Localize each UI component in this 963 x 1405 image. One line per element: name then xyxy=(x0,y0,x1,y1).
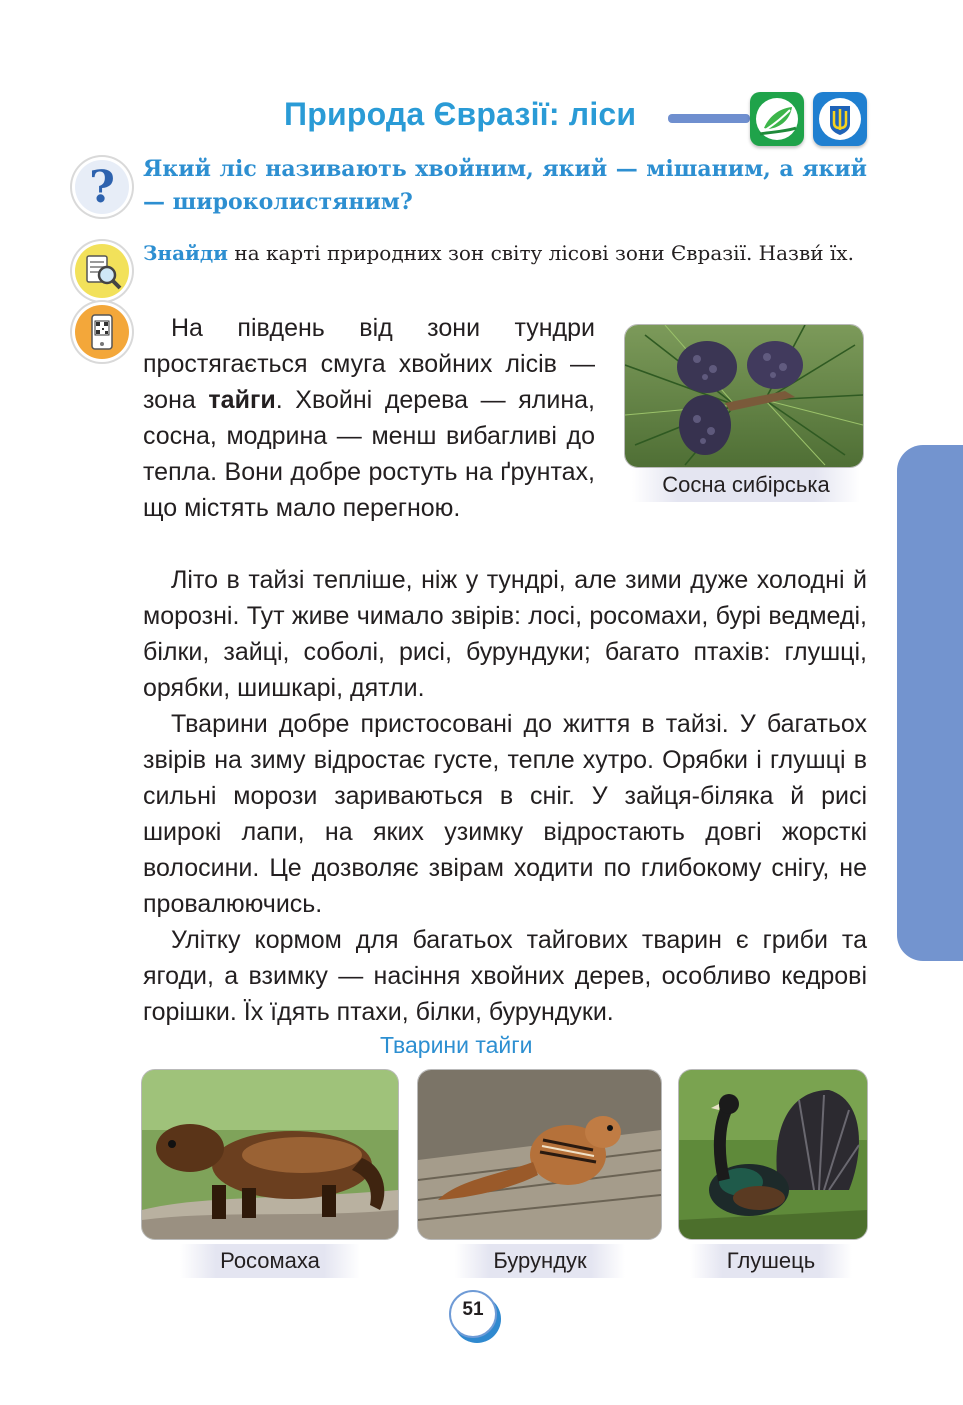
side-tab xyxy=(897,445,963,961)
pine-photo xyxy=(624,324,864,468)
capercaillie-caption: Глушець xyxy=(690,1244,852,1278)
wolverine-caption: Росомаха xyxy=(180,1244,360,1278)
animals-title: Тварини тайги xyxy=(380,1032,533,1058)
qr-phone-icon[interactable] xyxy=(75,305,129,359)
chipmunk-caption: Бурундук xyxy=(455,1244,625,1278)
leaf-icon xyxy=(750,92,804,146)
chipmunk-photo xyxy=(417,1069,662,1240)
find-task xyxy=(143,236,873,270)
p1-text-start: На південь від зони тундри простягається смуга хвойних лісів — зона xyxy=(143,314,595,414)
paragraph-2: Літо в тайзі тепліше, ніж у тундрі, але зими дуже холодні й морозні. Тут живе чимало звірів: лосі, росомахи, бурі ведмеді, білки, зайці, соболі, рисі, бурундуки; багато птахів: глушці, орябки, шишкарі, дятли. xyxy=(143,566,867,702)
page-number: 51 xyxy=(462,1299,484,1320)
pine-caption: Сосна сибірська xyxy=(632,468,860,502)
find-text: на карті природних зон світу лісові зони Євразії. Назви́ їх. xyxy=(228,241,854,265)
capercaillie-photo xyxy=(678,1069,868,1240)
taiga-term: тайги xyxy=(208,386,276,414)
trident-icon xyxy=(813,92,867,146)
question-mark-icon: ? xyxy=(75,160,129,214)
page-title: Природа Євразії: ліси xyxy=(284,96,637,132)
find-keyword: Знайди xyxy=(143,241,229,265)
magnifier-icon xyxy=(75,244,129,298)
paragraph-1 xyxy=(143,310,595,526)
title-divider xyxy=(668,114,750,123)
wolverine-photo xyxy=(141,1069,399,1240)
p1-text-end: . Хвойні дерева — ялина, сосна, модрина — менш вибагливі до тепла. Вони добре ростуть на ґрунтах, що містять мало перегною. xyxy=(143,386,595,522)
question-text: Який ліс називають хвойним, який — мішаним, а який — широколистяним? xyxy=(143,156,867,215)
paragraph-3: Тварини добре пристосовані до життя в тайзі. У багатьох звірів на зиму відростає густе, тепле хутро. Орябки і глушці в сильні морози зариваються в сніг. У зайця-біляка й рисі широкі лапи, на яких узимку відростають довгі жорсткі волосини. Це дозволяє звірам ходити по глибокому снігу, не провалюючись. xyxy=(143,710,867,918)
paragraph-4: Улітку кормом для багатьох тайгових тварин є гриби та ягоди, а взимку — насіння хвойних дерев, особливо кедрові горішки. Їх їдять птахи, білки, бурундуки. xyxy=(143,926,867,1026)
